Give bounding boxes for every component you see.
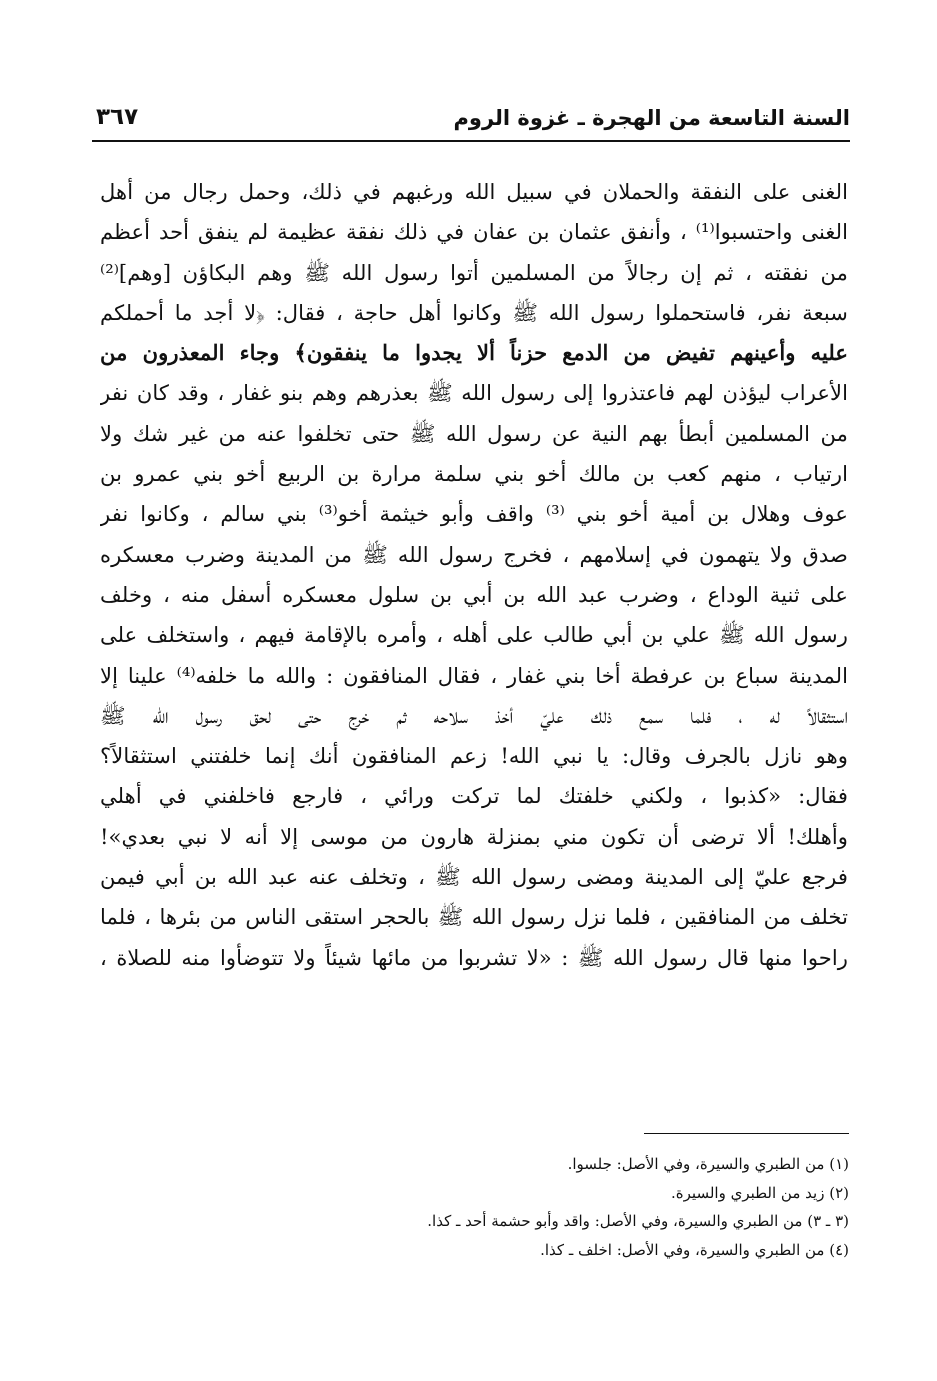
chapter-title: السنة التاسعة من الهجرة ـ غزوة الروم [453, 106, 850, 130]
footnote-2: (٢) زيد من الطبري والسيرة. [671, 1183, 849, 1202]
footnote-3: (٣ ـ ٣) من الطبري والسيرة، وفي الأصل: واقد وأبو حشمة أحد ـ كذا. [427, 1212, 849, 1230]
text-line: فرجع عليّ إلى المدينة ومضى رسول الله ﷺ ، وتخلف عنه عبد الله بن أبي فيمن [100, 864, 848, 890]
text-line: الأعراب ليؤذن لهم فاعتذروا إلى رسول الله ﷺ بعذرهم وهم بنو غفار ، وقد كان نفر [100, 380, 848, 406]
text-line: راحوا منها قال رسول الله ﷺ : «لا تشربوا من مائها شيئاً ولا تتوضأوا منه للصلاة ، [100, 944, 848, 970]
footnote-divider [644, 1133, 849, 1134]
footnote-4: (٤) من الطبري والسيرة، وفي الأصل: اخلف ـ كذا. [540, 1240, 849, 1259]
main-text [100, 172, 848, 978]
quran-verse-line: عليه وأعينهم تفيض من الدمع حزناً ألا يجدوا ما ينفقون﴾ وجاء المعذرون من [100, 340, 848, 366]
text-line: عوف وهلال بن أمية أخو بني ⁽³⁾ واقف وأبو خيثمة أخو⁽³⁾ بني سالم ، وكانوا نفر [100, 501, 848, 527]
text-line: وأهلك! ألا ترضى أن تكون مني بمنزلة هارون من موسى إلا أنه لا نبي بعدي»! [100, 823, 848, 849]
text-line: استثقالاً له ، فلما سمع ذلك عليّ أخذ سلاحه ثم خرج حتى لحق رسول الله ﷺ [100, 702, 848, 728]
text-line: وهو نازل بالجرف وقال: يا نبي الله! زعم المنافقون أنك إنما خلفتني استثقالاً؟ [100, 743, 848, 769]
text-line: ارتياب ، منهم كعب بن مالك أخو بني سلمة مرارة بن الربيع أخو بني عمرو بن [100, 461, 848, 487]
text-line: من نفقته ، ثم إن رجالاً من المسلمين أتوا رسول الله ﷺ وهم البكاؤن [وهم]⁽²⁾ [100, 259, 848, 285]
text-line: الغنى على النفقة والحملان في سبيل الله ورغبهم في ذلك، وحمل رجال من أهل [100, 179, 848, 204]
text-line: المدينة سباع بن عرفطة أخا بني غفار ، فقال المنافقون : والله ما خلفه⁽⁴⁾ علينا إلا [100, 662, 848, 688]
text-line: سبعة نفر، فاستحملوا رسول الله ﷺ وكانوا أهل حاجة ، فقال: ﴿لا أجد ما أحملكم [100, 299, 848, 325]
text-line: رسول الله ﷺ علي بن أبي طالب على أهله ، وأمره بالإقامة فيهم ، واستخلف على [100, 622, 848, 648]
running-header [92, 104, 850, 142]
text-line: الغنى واحتسبوا⁽¹⁾ ، وأنفق عثمان بن عفان في ذلك نفقة عظيمة لم ينفق أحد أعظم [100, 219, 848, 245]
text-line: من المسلمين أبطأ بهم النية عن رسول الله ﷺ حتى تخلفوا عنه من غير شك ولا [100, 420, 848, 446]
text-line: تخلف من المنافقين ، فلما نزل رسول الله ﷺ بالحجر استقى الناس من بئرها ، فلما [100, 904, 848, 930]
page-number: ٣٦٧ [96, 104, 139, 130]
text-line: فقال: «كذبوا ، ولكني خلفتك لما تركت ورائي ، فارجع فاخلفني في أهلي [100, 783, 848, 809]
text-line: صدق ولا يتهمون في إسلامهم ، فخرج رسول الله ﷺ من المدينة وضرب معسكره [100, 541, 848, 567]
footnote-1: (١) من الطبري والسيرة، وفي الأصل: جلسوا. [567, 1155, 849, 1173]
text-line: على ثنية الوداع ، وضرب عبد الله بن أبي بن سلول معسكره أسفل منه ، وخلف [100, 581, 848, 607]
footnotes [349, 1150, 849, 1264]
